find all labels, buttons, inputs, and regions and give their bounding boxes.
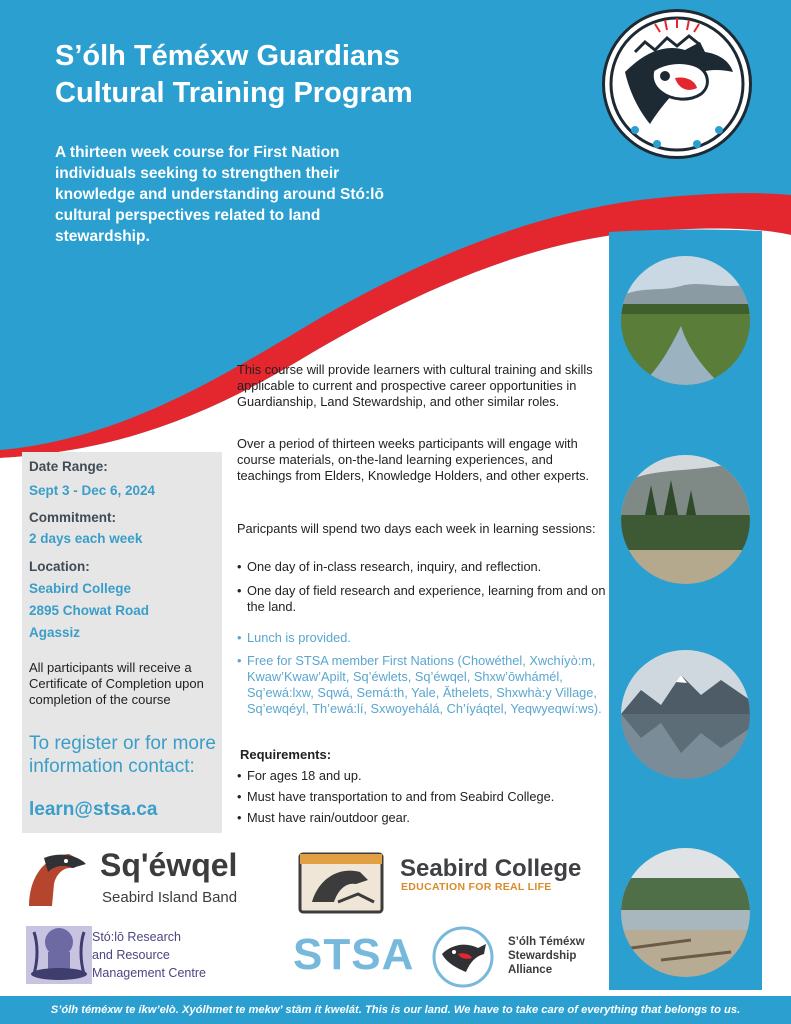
bullet-dot: •	[237, 583, 242, 598]
paragraph-1: This course will provide learners with cultural training and skills applicable to current and prospective career opportunities in Guardianship, Land Stewardship, and other similar roles.	[237, 362, 593, 409]
requirements-heading: Requirements:	[240, 747, 332, 762]
bullet-dot: •	[237, 559, 242, 574]
wetland-photo	[621, 256, 750, 385]
location-line-1: Seabird College	[29, 581, 132, 596]
paragraph-3: Paricpants will spend two days each week in learning sessions:	[237, 521, 596, 536]
intro-text: A thirteen week course for First Nation individuals seeking to strengthen their knowledge and understanding around Stó:lō cultural perspectives related to land stewardship.	[55, 144, 384, 245]
thunderbird-icon	[24, 848, 94, 908]
stsa-salmon-icon	[432, 926, 494, 988]
contact-email-link[interactable]: learn@stsa.ca	[29, 799, 158, 820]
footer-banner: S’ólh téméxw te íkw’elò. Xyólhmet te mekw’ stām ít kwelát. This is our land. We have to take care of everything that belongs to us.	[0, 996, 791, 1024]
salmon-logo	[602, 9, 752, 159]
seabird-college-icon	[298, 852, 384, 914]
location-line-2: 2895 Chowat Road	[29, 603, 150, 618]
date-range-value: Sept 3 - Dec 6, 2024	[29, 483, 156, 498]
bullet-dot: •	[237, 768, 242, 783]
bullet-dot: •	[237, 810, 242, 825]
bullet-dot: •	[237, 789, 242, 804]
srrmc-emblem-icon	[24, 924, 94, 986]
stsa-abbreviation: STSA	[293, 930, 415, 979]
session-bullet-text: One day of in-class research, inquiry, and reflection.	[247, 559, 542, 574]
river-forest-photo	[621, 455, 750, 584]
commitment-label: Commitment:	[29, 510, 116, 525]
page-title	[55, 38, 535, 112]
mountain-lake-photo	[621, 650, 750, 779]
session-bullet-text: One day of field research and experience, learning from and on the land.	[247, 583, 606, 614]
certificate-note: All participants will receive a Certificate of Completion upon completion of the course	[29, 660, 204, 707]
salmon-icon	[605, 12, 749, 156]
stsa-line-3: Alliance	[508, 964, 553, 976]
srrmc-line-3: Management Centre	[92, 966, 206, 980]
bullet-dot: •	[237, 630, 242, 645]
register-text: To register or for more information contact:	[29, 733, 216, 777]
title-line-2: Cultural Training Program	[55, 77, 413, 109]
sqewqel-subtitle: Seabird Island Band	[102, 889, 238, 906]
stsa-line-1: S’ólh Téméxw	[508, 936, 585, 948]
free-bullet-text: Free for STSA member First Nations (Chowéthel, Xwchíyò:m, Kwaw’Kwaw’Apilt, Sq’éwlets, Sq’éwqel, Shxw’ōwhámél, Sq’ewá:lxw, Sqwá, Semá:th, Yale, Ăthelets, Shxwhà:y Village, Sq’ewqéyl, Th’ewá:lí, Sxwoyehálá, Ch’íyáqtel, Yeqwyeqwí:ws).	[247, 653, 602, 716]
requirement-text: Must have rain/outdoor gear.	[247, 810, 410, 825]
commitment-value: 2 days each week	[29, 531, 143, 546]
date-range-label: Date Range:	[29, 459, 108, 474]
paragraph-2: Over a period of thirteen weeks participants will engage with course materials, on-the-land learning experiences, and teachings from Elders, Knowledge Holders, and other experts.	[237, 436, 590, 483]
location-line-3: Agassiz	[29, 625, 81, 640]
srrmc-line-2: and Resource	[92, 948, 170, 962]
seabird-college-name: Seabird College	[400, 855, 582, 882]
srrmc-line-1: Stó:lō Research	[92, 930, 181, 944]
riverbank-photo	[621, 848, 750, 977]
requirement-text: Must have transportation to and from Seabird College.	[247, 789, 555, 804]
sqewqel-name: Sq'éwqel	[100, 847, 238, 883]
course-info-box	[22, 452, 222, 833]
bullet-dot: •	[237, 653, 242, 668]
requirement-text: For ages 18 and up.	[247, 768, 362, 783]
location-label: Location:	[29, 559, 90, 574]
lunch-bullet-text: Lunch is provided.	[247, 630, 351, 645]
title-line-1: S’ólh Téméxw Guardians	[55, 40, 400, 72]
seabird-college-tagline: EDUCATION FOR REAL LIFE	[401, 881, 552, 893]
stsa-line-2: Stewardship	[508, 950, 577, 962]
